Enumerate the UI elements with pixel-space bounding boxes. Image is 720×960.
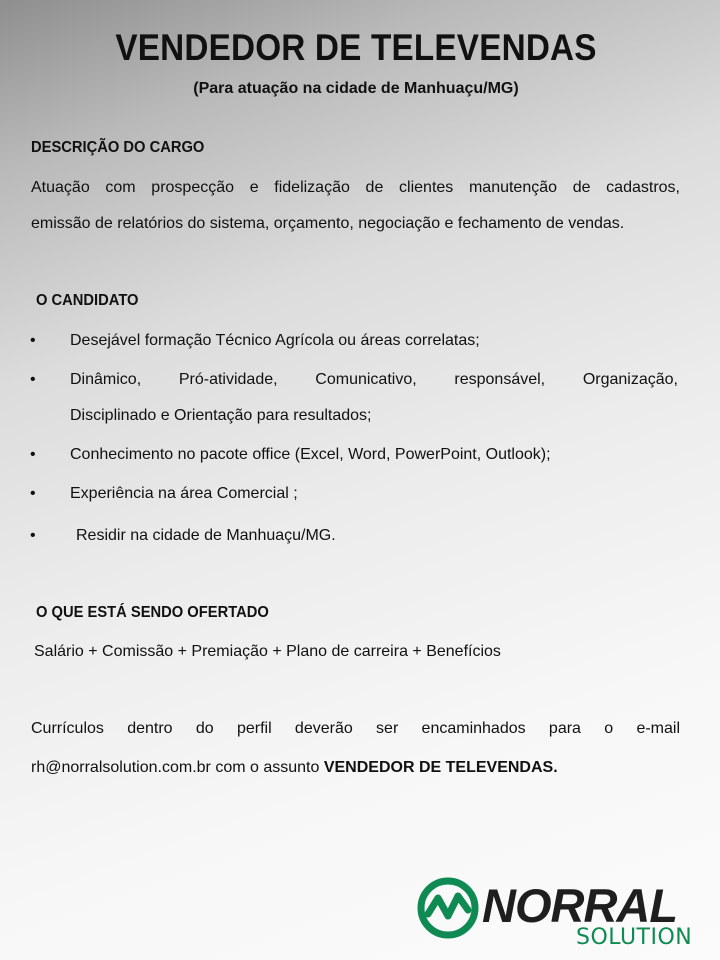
page-subtitle: (Para atuação na cidade de Manhuaçu/MG) [193,80,519,97]
candidato-item-3: Conhecimento no pacote office (Excel, Word, PowerPoint, Outlook); [70,446,551,463]
page-title: VENDEDOR DE TELEVENDAS [115,27,597,68]
descricao-line-1: Atuação com prospecção e fidelização de clientes manutenção de cadastros, [31,179,680,196]
contact-email[interactable]: rh@norralsolution.com.br [31,759,211,776]
contato-line-2 [31,750,680,786]
section-heading-descricao: DESCRIÇÃO DO CARGO [31,139,205,156]
candidato-item-4: Experiência na área Comercial ; [70,485,298,502]
contato-middle: com o assunto [210,759,324,776]
candidato-item-5: Residir na cidade de Manhuaçu/MG. [76,527,336,544]
brand-name: NORRAL [482,879,678,932]
contato-end: . [553,759,558,776]
candidato-item-2-cont: Disciplinado e Orientação para resultados; [70,407,372,424]
bullet-4: • [30,485,36,502]
candidato-item-1: Desejável formação Técnico Agrícola ou áreas correlatas; [70,332,480,349]
bullet-2: • [30,371,36,388]
bullet-3: • [30,446,36,463]
descricao-line-2: emissão de relatórios do sistema, orçamento, negociação e fechamento de vendas. [31,215,625,232]
brand-sub: SOLUTION [576,925,693,950]
bullet-5: • [30,527,36,544]
section-heading-candidato: O CANDIDATO [36,292,139,309]
contato-subject: VENDEDOR DE TELEVENDAS [323,759,554,776]
contato-line-1: Currículos dentro do perfil deverão ser encaminhados para o e-mail [31,720,680,737]
oferta-text: Salário + Comissão + Premiação + Plano de carreira + Benefícios [34,643,501,660]
bullet-1: • [30,332,36,349]
section-heading-oferta: O QUE ESTÁ SENDO OFERTADO [36,604,269,621]
candidato-item-2: Dinâmico, Pró-atividade, Comunicativo, responsável, Organização, [70,371,678,388]
